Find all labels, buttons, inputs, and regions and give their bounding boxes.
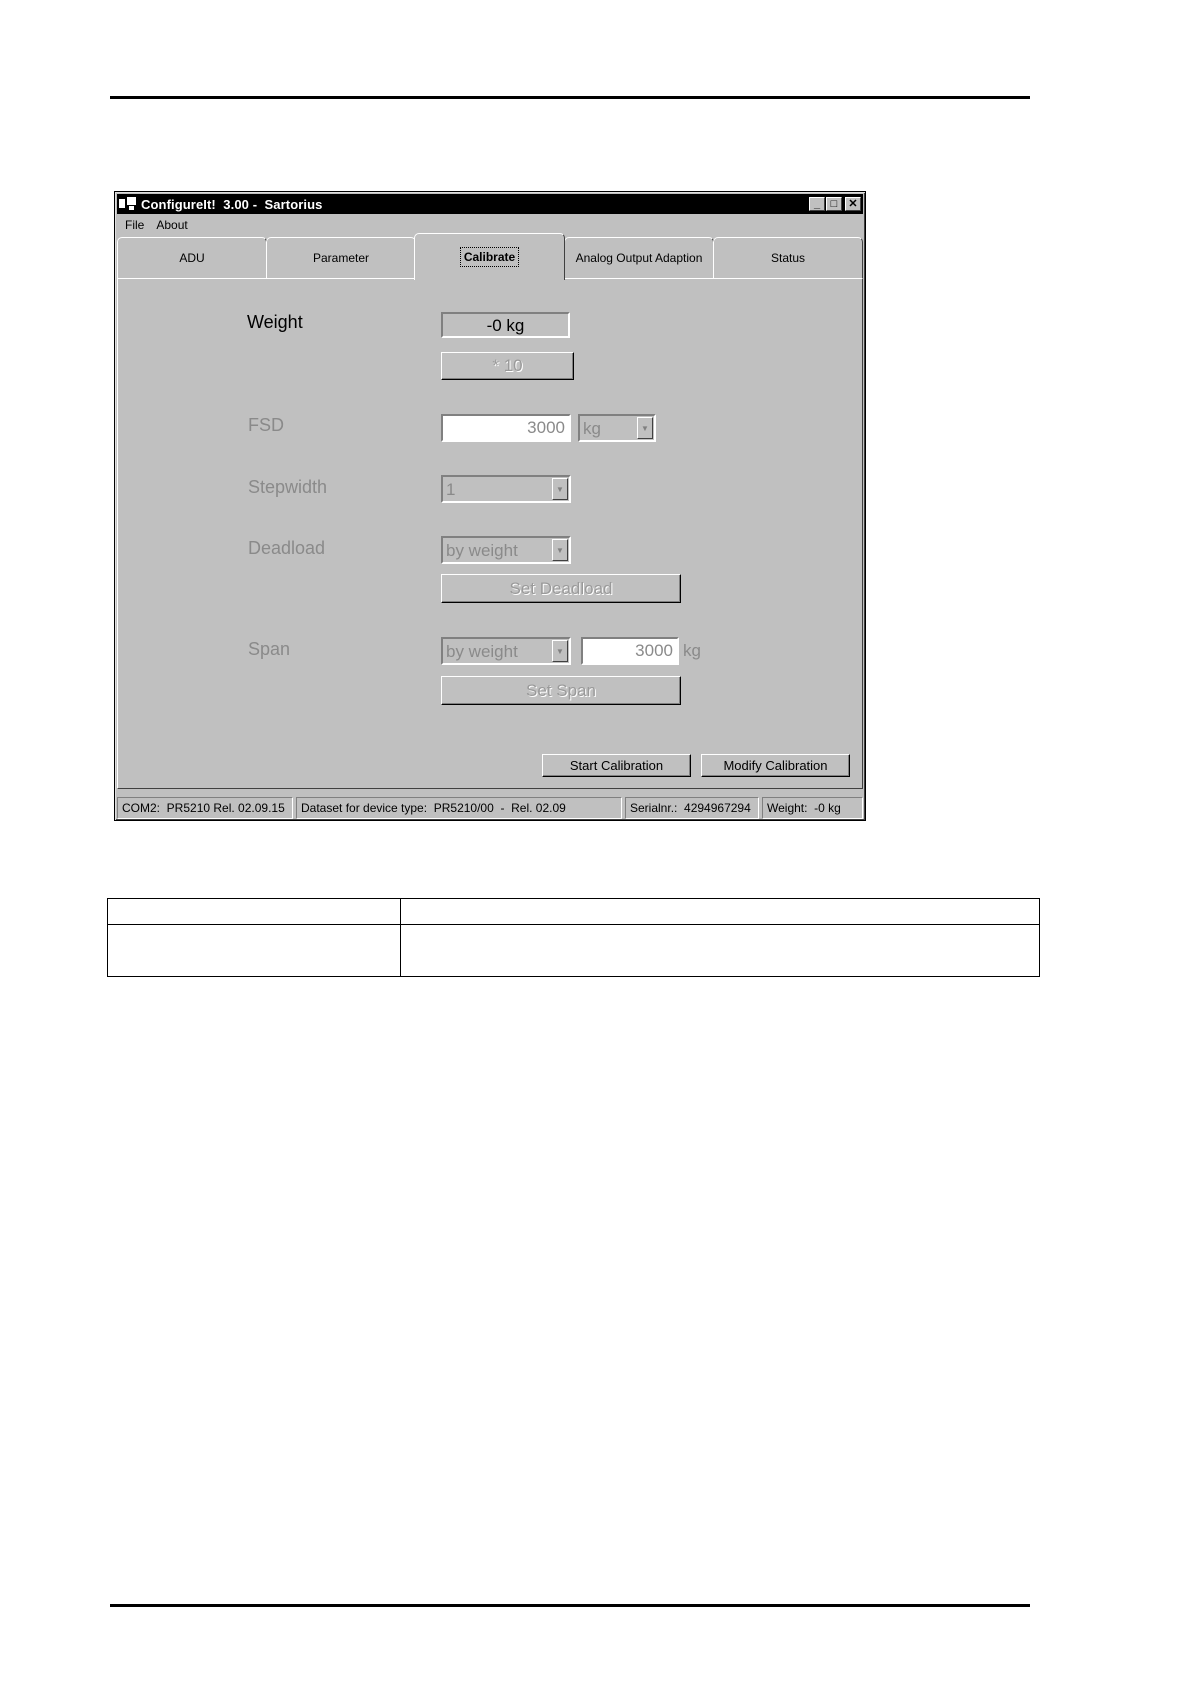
fsd-unit-value: kg (583, 419, 601, 438)
weight-label: Weight (247, 312, 303, 332)
calibrate-panel (117, 278, 863, 789)
x10-button[interactable]: * 10 (441, 352, 574, 380)
chevron-down-icon[interactable]: ▼ (552, 640, 568, 662)
set-deadload-button[interactable]: Set Deadload (441, 574, 681, 603)
header-rule (110, 96, 1030, 99)
tab-adu-label: ADU (179, 251, 205, 265)
status-weight: Weight: -0 kg (762, 797, 863, 819)
fsd-unit-select[interactable] (578, 414, 656, 442)
weight-readout: -0 kg (441, 312, 570, 338)
table-cell (108, 899, 401, 925)
menu-about[interactable]: About (156, 218, 188, 232)
span-label: Span (248, 639, 291, 659)
tab-parameter[interactable] (266, 237, 416, 279)
footer-rule (110, 1604, 1030, 1607)
menu-bar (119, 216, 194, 234)
window-title: ConfigureIt! 3.00 - Sartorius (141, 196, 323, 212)
table-cell (108, 925, 401, 977)
table-cell (401, 925, 1040, 977)
status-com: COM2: PR5210 Rel. 02.09.15 (117, 797, 293, 819)
table-cell (401, 899, 1040, 925)
table-row (108, 925, 1040, 977)
chevron-down-icon[interactable]: ▼ (552, 478, 568, 500)
stepwidth-label: Stepwidth (248, 477, 328, 497)
app-window (114, 191, 866, 821)
start-calibration-button[interactable]: Start Calibration (542, 754, 691, 777)
tab-calibrate-label: Calibrate (463, 250, 516, 264)
status-bar (117, 797, 863, 819)
stepwidth-select[interactable] (441, 475, 571, 503)
tab-status-label: Status (770, 251, 806, 265)
document-table (107, 898, 1040, 977)
tab-adu[interactable] (117, 237, 267, 279)
deadload-mode-select[interactable] (441, 536, 571, 564)
close-icon[interactable]: ✕ (845, 197, 861, 211)
app-icon (119, 197, 137, 211)
fsd-input[interactable]: 3000 (441, 414, 571, 442)
deadload-mode-value: by weight (446, 541, 518, 560)
span-mode-select[interactable] (441, 637, 571, 665)
minimize-icon[interactable]: _ (809, 197, 825, 211)
modify-calibration-button[interactable]: Modify Calibration (701, 754, 850, 777)
status-dataset: Dataset for device type: PR5210/00 - Rel. 02.09 (296, 797, 622, 819)
chevron-down-icon[interactable]: ▼ (637, 417, 653, 439)
tab-status[interactable] (713, 237, 863, 279)
fsd-label: FSD (248, 415, 284, 435)
table-row (108, 899, 1040, 925)
menu-file[interactable]: File (125, 218, 145, 232)
tab-analog-output-label: Analog Output Adaption (575, 251, 703, 265)
set-span-button[interactable]: Set Span (441, 676, 681, 705)
stepwidth-value: 1 (446, 480, 456, 499)
deadload-label: Deadload (248, 538, 326, 558)
span-unit-label: kg (683, 641, 701, 660)
tab-parameter-label: Parameter (312, 251, 370, 265)
maximize-icon[interactable]: □ (826, 197, 842, 211)
span-input[interactable]: 3000 (581, 637, 679, 665)
span-mode-value: by weight (446, 642, 518, 661)
title-bar[interactable] (117, 194, 863, 214)
chevron-down-icon[interactable]: ▼ (552, 539, 568, 561)
tab-analog-output-adaption[interactable] (564, 237, 714, 279)
status-serial: Serialnr.: 4294967294 (625, 797, 759, 819)
tab-calibrate[interactable] (414, 233, 565, 280)
